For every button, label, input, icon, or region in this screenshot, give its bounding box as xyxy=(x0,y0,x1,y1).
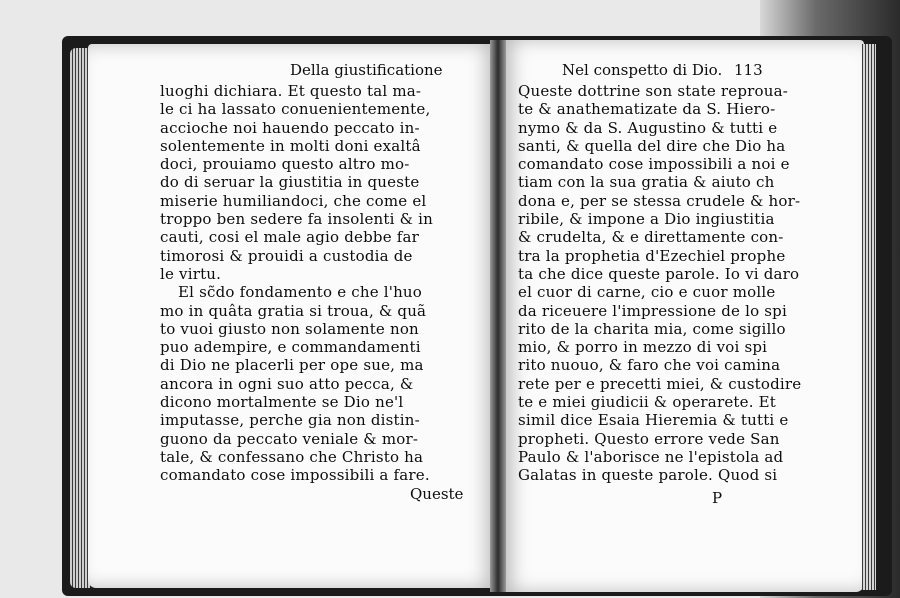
text-line: tiam con la sua gratia & aiuto ch xyxy=(518,173,775,192)
text-line: mo in quâta gratia si troua, & quã xyxy=(160,301,427,320)
left-running-head: Della giustificatione xyxy=(290,61,443,79)
text-line: te e miei giudicii & operarete. Et xyxy=(518,393,777,412)
text-line: le ci ha lassato conuenientemente, xyxy=(160,100,431,119)
text-line: santi, & quella del dire che Dio ha xyxy=(518,136,786,155)
book-gutter xyxy=(490,40,506,592)
text-line: solentemente in molti doni exaltâ xyxy=(160,136,421,155)
text-line: mio, & porro in mezzo di voi spi xyxy=(518,338,768,357)
text-line: puo adempire, e commandamenti xyxy=(160,338,421,357)
text-line: Galatas in queste parole. Quod si xyxy=(518,466,778,485)
text-line: troppo ben sedere fa insolenti & in xyxy=(160,210,433,229)
text-line: to vuoi giusto non solamente non xyxy=(160,319,419,338)
text-line: rito nuouo, & faro che voi camina xyxy=(518,356,781,375)
text-line: cauti, cosi el male agio debbe far xyxy=(160,228,420,247)
text-line: propheti. Questo errore vede San xyxy=(518,429,780,448)
text-line: ribile, & impone a Dio ingiustitia xyxy=(518,210,775,229)
page-edges-left xyxy=(70,48,90,588)
text-line: Paulo & l'aborisce ne l'epistola ad xyxy=(518,447,784,466)
text-line: timorosi & prouidi a custodia de xyxy=(160,246,413,265)
text-line: nymo & da S. Augustino & tutti e xyxy=(518,118,778,137)
text-line: imputasse, perche gia non distin- xyxy=(160,411,420,430)
left-catchword: Queste xyxy=(410,485,464,503)
page-edges-right xyxy=(862,44,876,590)
text-line: do di seruar la giustitia in queste xyxy=(160,173,420,192)
text-line: ancora in ogni suo atto pecca, & xyxy=(160,374,414,393)
text-line: miserie humiliandoci, che come el xyxy=(160,191,427,210)
text-line: tra la prophetia d'Ezechiel prophe xyxy=(518,246,786,265)
text-line: le virtu. xyxy=(160,264,222,283)
text-line: rete per e precetti miei, & custodire xyxy=(518,374,802,393)
text-line: accioche noi hauendo peccato in- xyxy=(160,118,420,137)
text-line: guono da peccato veniale & mor- xyxy=(160,429,419,448)
text-line: ta che dice queste parole. Io vi daro xyxy=(518,264,800,283)
text-line: dicono mortalmente se Dio ne'l xyxy=(160,393,404,412)
folio-number: 113 xyxy=(734,61,763,79)
text-line: comandato cose impossibili a noi e xyxy=(518,155,790,174)
text-line: tale, & confessano che Christo ha xyxy=(160,447,424,466)
text-line: dona e, per se stessa crudele & hor- xyxy=(518,191,801,210)
left-page-text xyxy=(160,82,490,485)
text-line: el cuor di carne, cio e cuor molle xyxy=(518,283,776,302)
right-page-text xyxy=(518,82,848,485)
text-line: te & anathematizate da S. Hiero- xyxy=(518,100,776,119)
signature-mark: P xyxy=(712,489,723,507)
text-line: doci, prouiamo questo altro mo- xyxy=(160,155,410,174)
text-line: di Dio ne placerli per ope sue, ma xyxy=(160,356,424,375)
text-line: El sc̃do fondamento e che l'huo xyxy=(178,283,423,302)
text-line: Queste dottrine son state reproua- xyxy=(518,82,788,100)
text-line: comandato cose impossibili a fare. xyxy=(160,466,430,485)
text-line: rito de la charita mia, come sigillo xyxy=(518,319,786,338)
text-line: simil dice Esaia Hieremia & tutti e xyxy=(518,411,789,430)
text-line: da riceuere l'impressione de lo spi xyxy=(518,301,787,320)
right-running-head: Nel conspetto di Dio. xyxy=(562,61,723,79)
text-line: luoghi dichiara. Et questo tal ma- xyxy=(160,82,422,100)
text-line: & crudelta, & e direttamente con- xyxy=(518,228,784,247)
